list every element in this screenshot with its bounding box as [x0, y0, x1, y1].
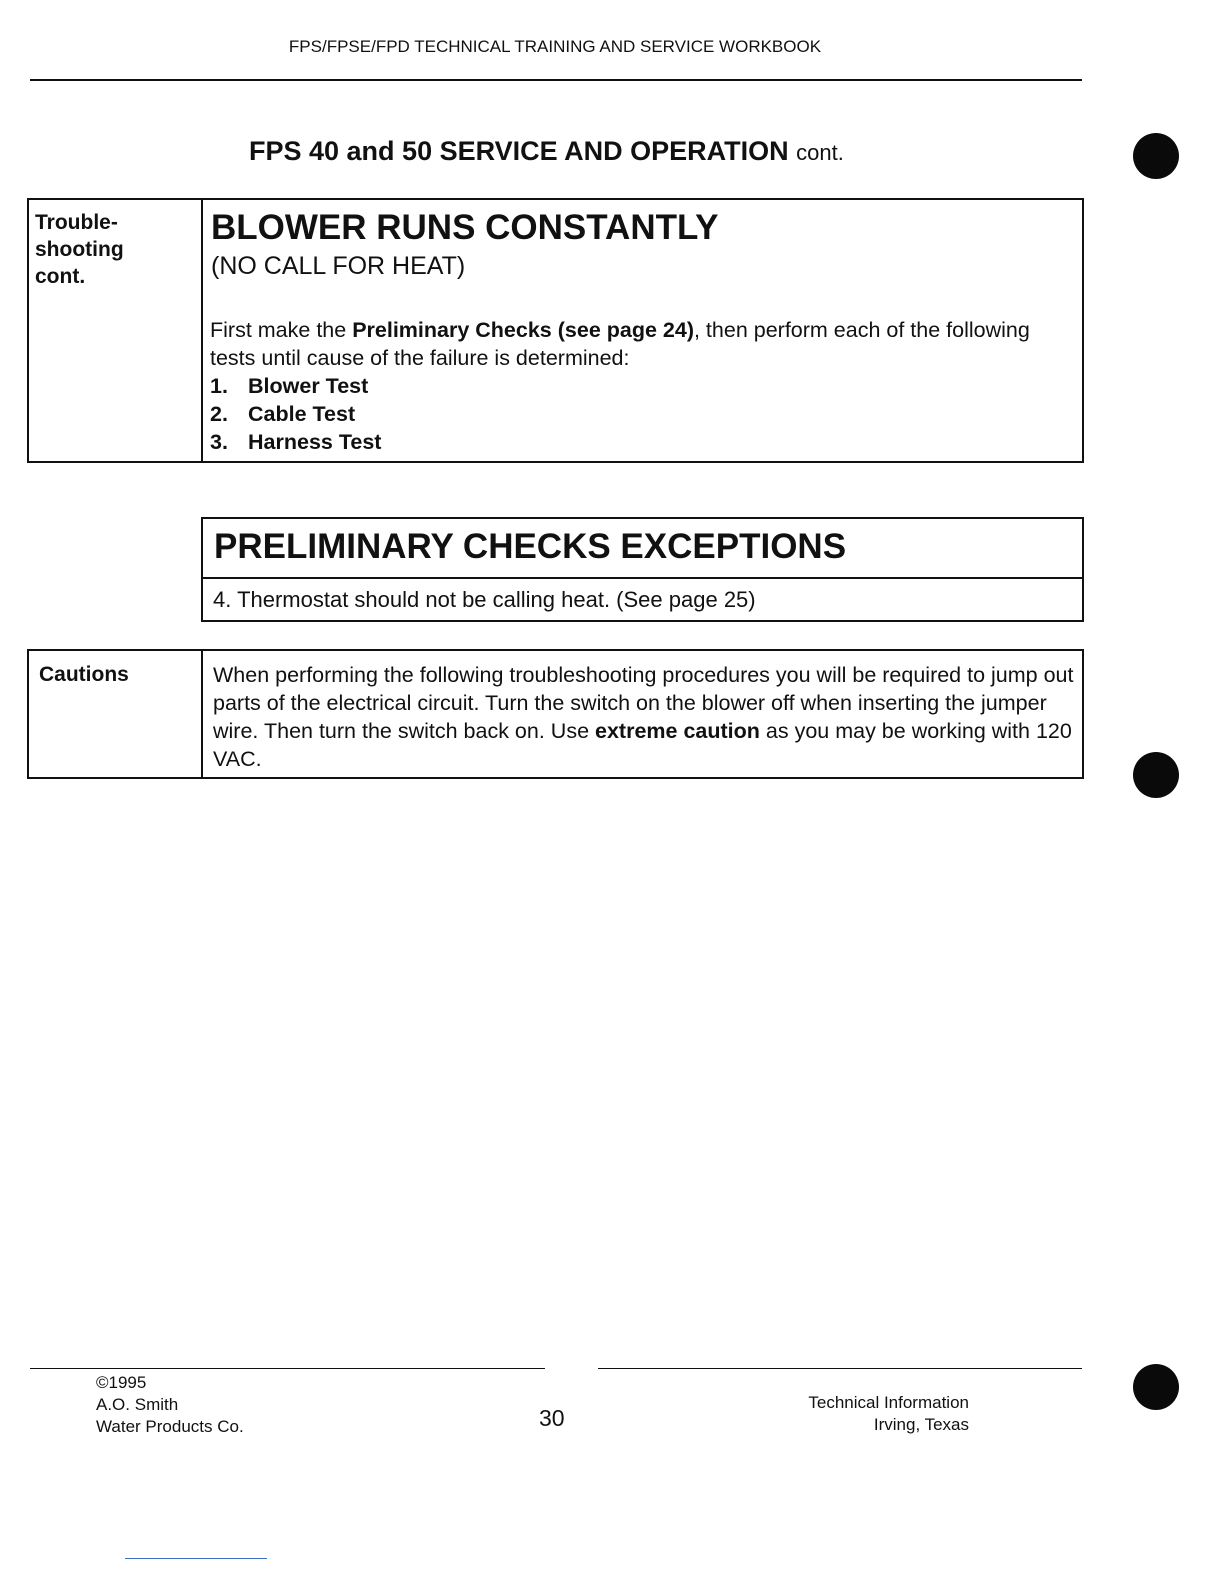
bottom-link-rule: [125, 1558, 267, 1559]
section-title-suffix: cont.: [796, 140, 844, 165]
troubleshooting-label-line: Trouble-: [35, 211, 118, 234]
troubleshooting-divider: [201, 198, 203, 463]
intro-reference: Preliminary Checks (see page 24): [352, 318, 694, 342]
instructions-intro: [210, 316, 1070, 372]
footer-rule-left: [30, 1368, 545, 1369]
intro-text: First make the: [210, 318, 353, 342]
cautions-label: Cautions: [39, 663, 129, 686]
binder-hole-middle: [1133, 752, 1179, 798]
test-label: Blower Test: [248, 374, 369, 398]
problem-subtitle: (NO CALL FOR HEAT): [211, 252, 466, 280]
test-number: 3.: [210, 430, 228, 454]
test-label: Harness Test: [248, 430, 382, 454]
footer-right: [760, 1392, 969, 1436]
cautions-text-end: as you may be working with 120 VAC.: [213, 719, 1072, 771]
troubleshooting-label-line: cont.: [35, 265, 86, 288]
intro-text-continued: , then perform each of the following tests until cause of the failure is determined:: [210, 318, 1030, 370]
test-item: [210, 372, 1070, 400]
cautions-text: [213, 661, 1075, 773]
page-number: 30: [539, 1405, 565, 1431]
test-item: [210, 428, 1070, 456]
footer-rule-right: [598, 1368, 1082, 1369]
test-list: [210, 372, 1070, 456]
cautions-text-start: When performing the following troubleshooting procedures you will be required to jump out parts of the electrical circuit. Turn the switch on the blower off when inserting the jumper wire. Then turn the switch back on. Use: [213, 663, 1074, 743]
copyright: ©1995: [96, 1373, 147, 1392]
footer-left: [96, 1372, 244, 1438]
footer-location: Irving, Texas: [873, 1415, 969, 1434]
troubleshooting-label-line: shooting: [35, 238, 124, 261]
binder-hole-bottom: [1133, 1364, 1179, 1410]
running-header: FPS/FPSE/FPD TECHNICAL TRAINING AND SERVICE WORKBOOK: [288, 37, 822, 56]
footer-department: Technical Information: [808, 1393, 969, 1412]
test-item: [210, 400, 1070, 428]
preliminary-item: 4. Thermostat should not be calling heat. (See page 25): [213, 587, 756, 612]
troubleshooting-label: [35, 209, 124, 290]
test-number: 2.: [210, 402, 228, 426]
cautions-emphasis: extreme caution: [595, 719, 760, 743]
header-rule: [30, 79, 1082, 81]
problem-instructions: [210, 316, 1070, 456]
test-number: 1.: [210, 374, 228, 398]
problem-title: BLOWER RUNS CONSTANTLY: [211, 208, 719, 247]
company-name: A.O. Smith: [96, 1395, 179, 1414]
preliminary-title: PRELIMINARY CHECKS EXCEPTIONS: [214, 527, 847, 566]
section-title: [249, 136, 844, 167]
preliminary-divider: [201, 577, 1084, 579]
test-label: Cable Test: [248, 402, 356, 426]
company-division: Water Products Co.: [96, 1417, 244, 1436]
section-title-text: FPS 40 and 50 SERVICE AND OPERATION: [249, 136, 789, 166]
binder-hole-top: [1133, 133, 1179, 179]
cautions-divider: [201, 649, 203, 779]
